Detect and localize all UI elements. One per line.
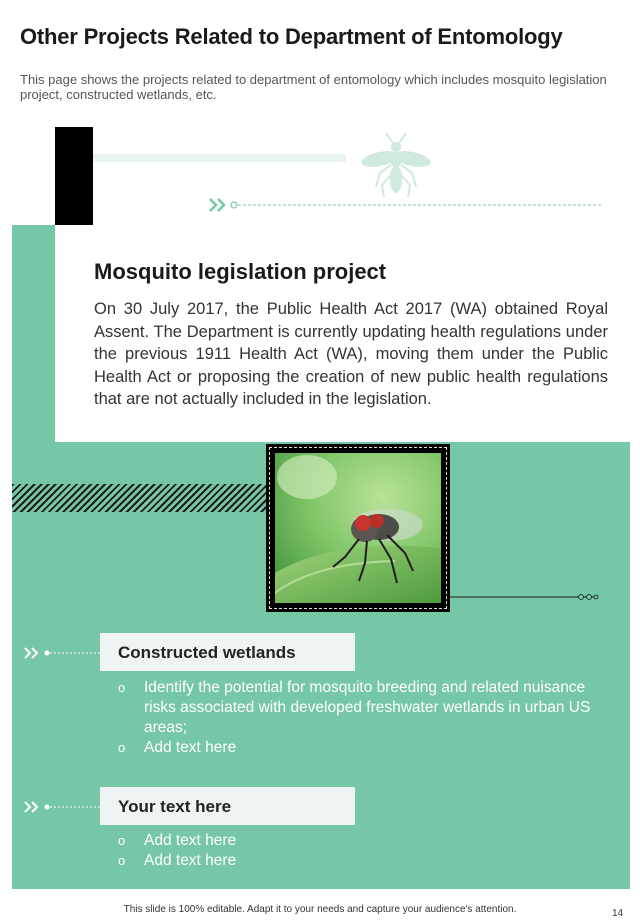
list-item: o Identify the potential for mosquito breeding and related nuisance risks associated with developed freshwater wetlands in urban US areas;: [118, 679, 591, 736]
section-title: Your text here: [118, 797, 232, 816]
section-bullets: [118, 678, 608, 758]
section-header-your-text: [100, 787, 355, 825]
section-header-constructed-wetlands: [100, 633, 355, 671]
double-chevron-icon: [24, 800, 104, 814]
section-title: Constructed wetlands: [118, 643, 296, 662]
decor-hatch-stripe: [12, 484, 270, 512]
decor-black-bar: [55, 127, 93, 225]
page-title: Other Projects Related to Department of Entomology: [20, 24, 563, 49]
card-title: Mosquito legislation project: [94, 259, 387, 284]
list-item: o Add text here: [118, 739, 237, 756]
list-item: o Add text here: [118, 852, 237, 869]
footer-note: This slide is 100% editable. Adapt it to your needs and capture your audience's attention.: [123, 904, 517, 915]
list-item: o Add text here: [118, 832, 237, 849]
mosquito-icon: [358, 131, 434, 201]
photo-connector-line: [450, 593, 600, 601]
page-number: 14: [612, 908, 624, 919]
decor-light-band: [93, 154, 346, 162]
double-chevron-icon: [24, 646, 104, 660]
page-subtitle: This page shows the projects related to department of entomology which includes mosquito legislation project, constructed wetlands, etc.: [20, 72, 607, 102]
section-bullets: [118, 831, 608, 871]
double-chevron-icon: [208, 196, 608, 214]
card-body: On 30 July 2017, the Public Health Act 2017 (WA) obtained Royal Assent. The Department is currently updating health regulations under the previous 1911 Health Act (WA), moving them under the Public Health Act or proposing the creation of new public health regulations that are not actually included in the legislation.: [94, 300, 608, 408]
mosquito-photo: [266, 444, 450, 612]
